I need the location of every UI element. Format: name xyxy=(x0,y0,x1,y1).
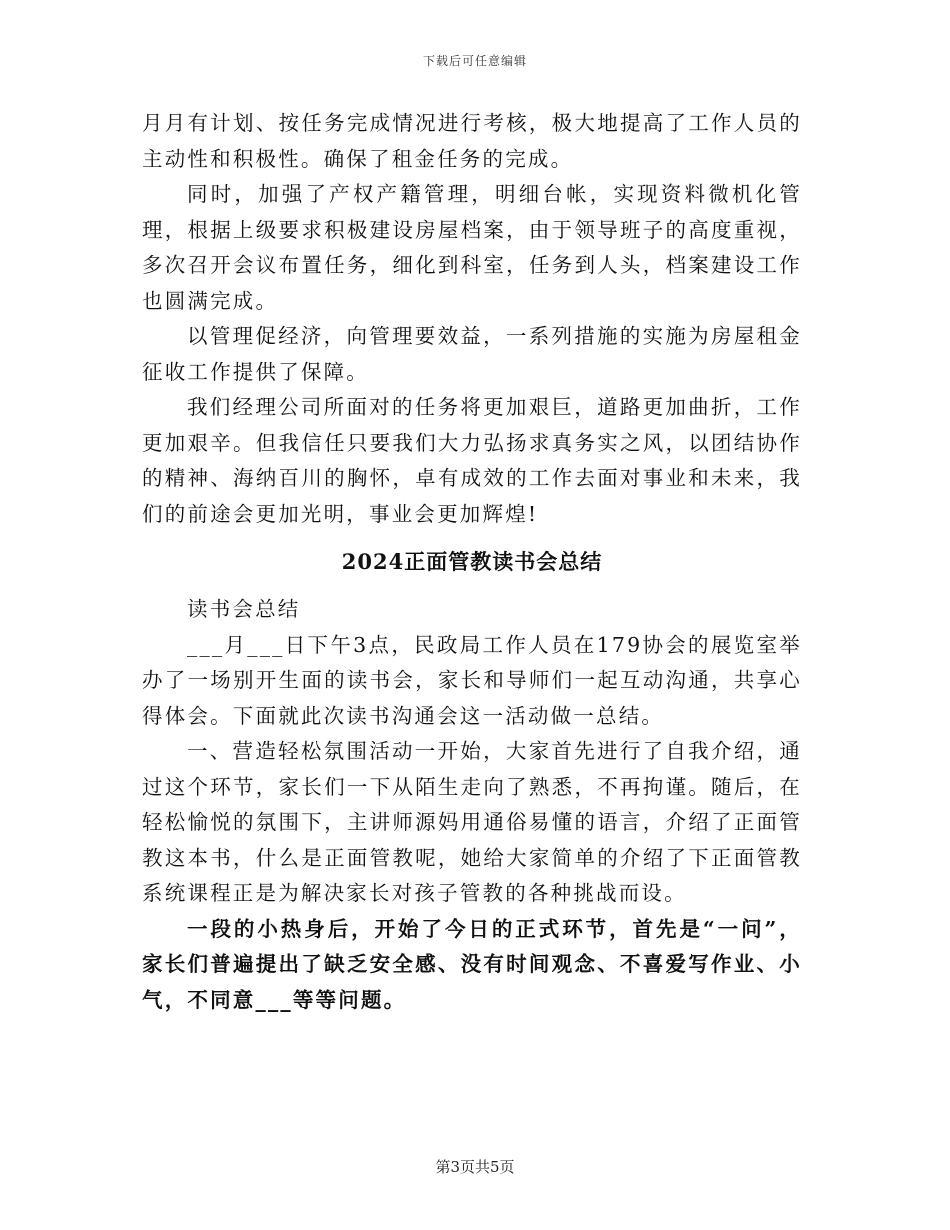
paragraph-2: 同时，加强了产权产籍管理，明细台帐，实现资料微机化管理，根据上级要求积极建设房屋档案，由于领导班子的高度重视，多次召开会议布置任务，细化到科室，任务到人头，档案建设工作也圆满完成。 xyxy=(142,182,802,313)
paragraph-7: 一、营造轻松氛围活动一开始，大家首先进行了自我介绍，通过这个环节，家长们一下从陌生走向了熟悉，不再拘谨。随后，在轻松愉悦的氛围下，主讲师源妈用通俗易懂的语言，介绍了正面管教这本书，什么是正面管教呢，她给大家简单的介绍了下正面管教系统课程正是为解决家长对孩子管教的各种挑战而设。 xyxy=(142,739,802,905)
paragraph-subtitle: 读书会总结 xyxy=(187,597,301,621)
paragraph-8: 一段的小热身后，开始了今日的正式环节，首先是“一问”，家长们普遍提出了缺乏安全感、没有时间观念、不喜爱写作业、小气，不同意___等等问题。 xyxy=(142,916,802,1012)
page-number: 第3页共5页 xyxy=(435,1158,515,1176)
document-body xyxy=(142,106,802,1018)
document-title: 2024正面管教读书会总结 xyxy=(341,549,603,574)
paragraph-3: 以管理促经济，向管理要效益，一系列措施的实施为房屋租金征收工作提供了保障。 xyxy=(142,324,802,384)
header-note: 下载后可任意编辑 xyxy=(422,54,527,68)
paragraph-4: 我们经理公司所面对的任务将更加艰巨，道路更加曲折，工作更加艰辛。但我信任只要我们大力弘扬求真务实之风，以团结协作的精神、海纳百川的胸怀，卓有成效的工作去面对事业和未来，我们的前途会更加光明，事业会更加辉煌! xyxy=(142,395,802,526)
paragraph-6: ___月___日下午3点，民政局工作人员在179协会的展览室举办了一场别开生面的读书会，家长和导师们一起互动沟通，共享心得体会。下面就此次读书沟通会这一活动做一总结。 xyxy=(142,632,802,728)
paragraph-1: 月月有计划、按任务完成情况进行考核，极大地提高了工作人员的主动性和积极性。确保了租金任务的完成。 xyxy=(142,111,802,171)
